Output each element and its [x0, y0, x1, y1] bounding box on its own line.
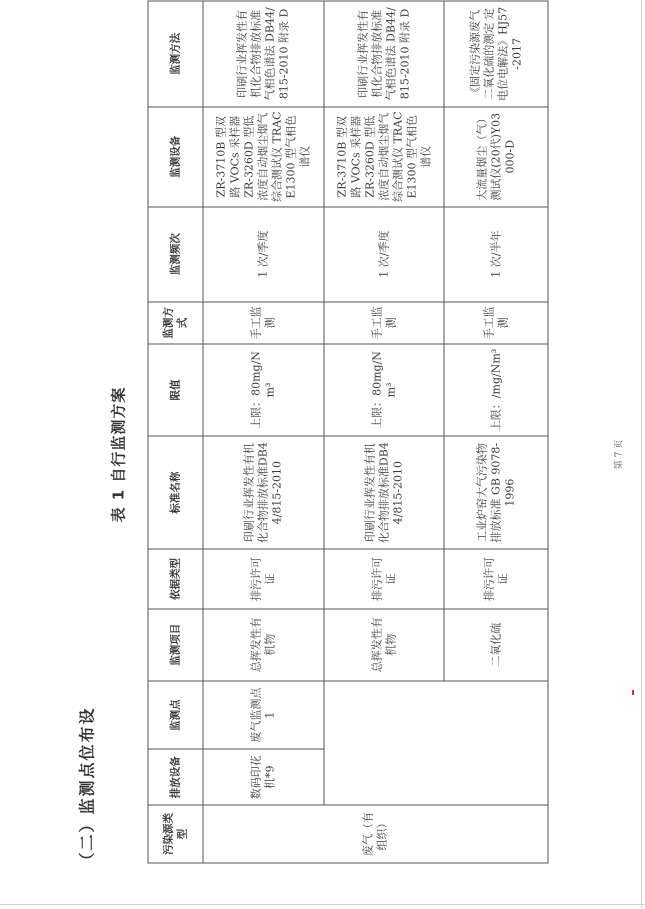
- cell-basis: 排污许可证: [203, 549, 324, 608]
- cell-point: 废气监测点 1: [203, 681, 324, 750]
- header-point: 监测点: [148, 681, 203, 750]
- rotated-page: [0, 1, 645, 909]
- section-heading: （二）监测点位布设: [77, 706, 97, 869]
- cell-mode: 手工监测: [444, 302, 548, 344]
- cell-frequency: 1 次/半年: [444, 207, 548, 302]
- cell-standard: 印刷行业挥发性有机化合物排放标准DB44/815-2010: [203, 436, 324, 549]
- cell-method: 《固定污染源废气 二氧化硫的测定 定电位电解法》HJ57-2017: [444, 1, 548, 107]
- cell-item: 总挥发性有机物: [203, 609, 324, 681]
- cell-frequency: 1 次/季度: [324, 207, 444, 302]
- cell-limit: 上限：/mg/Nm³: [444, 344, 548, 436]
- cell-standard: 工业炉窑大气污染物排放标准 GB 9078-1996: [444, 436, 548, 549]
- table-row: [324, 1, 444, 863]
- cell-device: ZR-3710B 型双路 VOCs 采样器 ZR-3260D 型低浓度自动烟尘烟气综合测试仪 TRACE1300 型气相色谱仪: [203, 107, 324, 207]
- cell-frequency: 1 次/季度: [203, 207, 324, 302]
- table-title: 表 1 自行监测方案: [109, 386, 128, 523]
- cell-item: 二氧化硫: [444, 609, 548, 681]
- cell-item: 总挥发性有机物: [324, 609, 444, 681]
- header-frequency: 监测频次: [148, 207, 203, 302]
- page-number: 第 7 页: [614, 439, 625, 470]
- cell-basis: 排污许可证: [444, 549, 548, 608]
- cell-mode: 手工监测: [203, 302, 324, 344]
- cell-equipment: 数码印花机*9: [203, 749, 324, 804]
- header-row: [148, 1, 203, 863]
- cell-device: 大流量烟尘（气）测试仪(20代)Y03000-D: [444, 107, 548, 207]
- monitoring-plan-table: [148, 1, 549, 864]
- header-item: 监测项目: [148, 609, 203, 681]
- header-device: 监测设备: [148, 107, 203, 207]
- header-mode: 监测方式: [148, 302, 203, 344]
- header-method: 监测方法: [148, 1, 203, 107]
- header-limit: 限值: [148, 344, 203, 436]
- header-standard: 标准名称: [148, 436, 203, 549]
- cell-blank: [324, 681, 548, 805]
- cell-pollution-type: 废气（有组织）: [203, 805, 548, 863]
- cell-basis: 排污许可证: [324, 549, 444, 608]
- cell-method: 印刷行业挥发性有机化合物排放标准气相色谱法 DB44/815-2010 附录 D: [203, 1, 324, 107]
- cell-limit: 上限：80mg/Nm³: [324, 344, 444, 436]
- header-equipment: 排放设备: [148, 749, 203, 804]
- header-basis: 依据类型: [148, 549, 203, 608]
- cell-limit: 上限：80mg/Nm³: [203, 344, 324, 436]
- header-pollution-type: 污染源类型: [148, 805, 203, 863]
- table-row: [203, 1, 324, 863]
- cell-device: ZR-3710B 型双路 VOCs 采样器 ZR-3260D 型低浓度自动烟尘烟气综合测试仪 TRACE1300 型气相色谱仪: [324, 107, 444, 207]
- cell-method: 印刷行业挥发性有机化合物排放标准气相色谱法 DB44/815-2010 附录 D: [324, 1, 444, 107]
- cell-mode: 手工监测: [324, 302, 444, 344]
- cell-standard: 印刷行业挥发性有机化合物排放标准DB44/815-2010: [324, 436, 444, 549]
